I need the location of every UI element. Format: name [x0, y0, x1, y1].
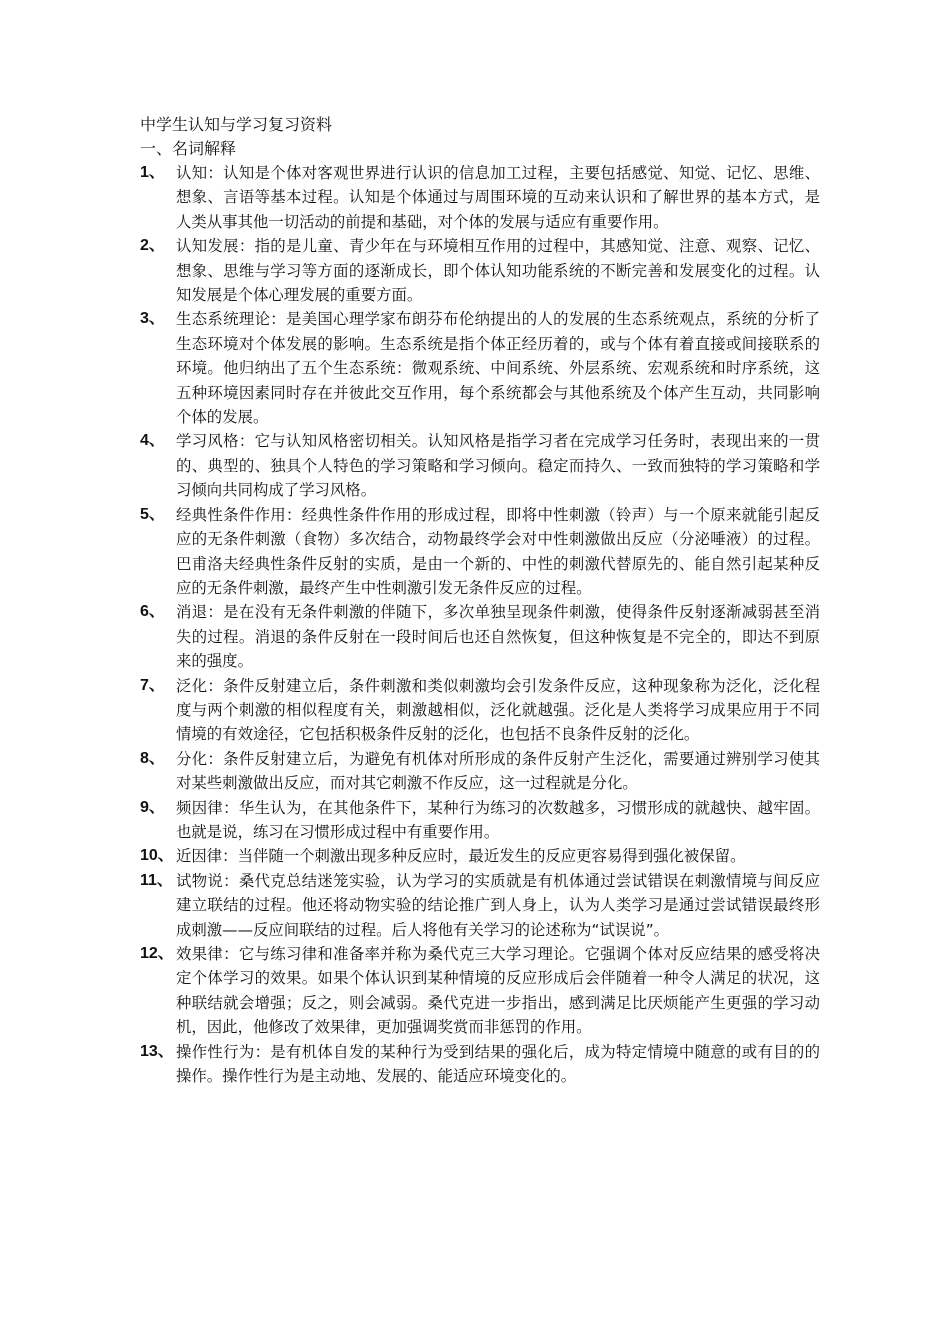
item-number: 9、	[140, 798, 165, 816]
list-item	[140, 674, 820, 747]
item-number: 4、	[140, 432, 165, 450]
item-number: 6、	[140, 603, 165, 621]
list-item	[140, 503, 820, 601]
document-title: 中学生认知与学习复习资料	[140, 115, 333, 134]
item-number: 3、	[140, 310, 165, 328]
item-text: 分化：条件反射建立后，为避免有机体对所形成的条件反射产生泛化，需要通过辨别学习使其对某些刺激做出反应，而对其它刺激不作反应，这一过程就是分化。	[176, 749, 820, 793]
term-list	[140, 161, 820, 1088]
item-text: 效果律：它与练习律和准备率并称为桑代克三大学习理论。它强调个体对反应结果的感受将决定个体学习的效果。如果个体认识到某种情境的反应形成后会伴随着一种令人满足的状况，这种联结就会增强；反之，则会减弱。桑代克进一步指出，感到满足比厌烦能产生更强的学习动机，因此，他修改了效果律，更加强调奖赏而非惩罚的作用。	[176, 945, 820, 1037]
item-number: 12、	[140, 945, 174, 962]
item-text: 泛化：条件反射建立后，条件刺激和类似刺激均会引发条件反应，这种现象称为泛化，泛化程度与两个刺激的相似程度有关，刺激越相似，泛化就越强。泛化是人类将学习成果应用于不同情境的有效途径，它包括积极条件反射的泛化，也包括不良条件反射的泛化。	[176, 676, 820, 744]
item-text: 消退：是在没有无条件刺激的伴随下，多次单独呈现条件刺激，使得条件反射逐渐减弱甚至消失的过程。消退的条件反射在一段时间后也还自然恢复，但这种恢复是不完全的，即达不到原来的强度。	[176, 603, 820, 671]
item-text: 操作性行为：是有机体自发的某种行为受到结果的强化后，成为特定情境中随意的或有目的的操作。操作性行为是主动地、发展的、能适应环境变化的。	[176, 1042, 820, 1086]
item-text: 学习风格：它与认知风格密切相关。认知风格是指学习者在完成学习任务时，表现出来的一贯的、典型的、独具个人特色的学习策略和学习倾向。稳定而持久、一致而独特的学习策略和学习倾向共同构成了学习风格。	[176, 432, 820, 500]
document-content	[140, 113, 820, 1088]
list-item	[140, 844, 820, 868]
item-number: 13、	[140, 1042, 174, 1060]
section-heading: 一、名词解释	[140, 139, 237, 158]
item-number: 2、	[140, 237, 165, 255]
item-text: 频因律：华生认为，在其他条件下，某种行为练习的次数越多，习惯形成的就越快、越牢固。也就是说，练习在习惯形成过程中有重要作用。	[176, 798, 820, 841]
list-item	[140, 1040, 820, 1089]
list-item	[140, 429, 820, 502]
item-number: 5、	[140, 505, 165, 523]
item-number: 1、	[140, 164, 165, 181]
item-number: 10、	[140, 847, 174, 865]
list-item	[140, 796, 820, 845]
list-item	[140, 869, 820, 942]
list-item	[140, 234, 820, 307]
item-text: 认知发展：指的是儿童、青少年在与环境相互作用的过程中，其感知觉、注意、观察、记忆、想象、思维与学习等方面的逐渐成长，即个体认知功能系统的不断完善和发展变化的过程。认知发展是个体心理发展的重要方面。	[176, 237, 820, 305]
list-item	[140, 600, 820, 673]
list-item	[140, 942, 820, 1040]
item-text: 近因律：当伴随一个刺激出现多种反应时，最近发生的反应更容易得到强化被保留。	[176, 847, 746, 866]
list-item	[140, 747, 820, 796]
list-item	[140, 307, 820, 429]
item-number: 11、	[140, 871, 173, 889]
item-number: 8、	[140, 749, 165, 767]
list-item	[140, 161, 820, 234]
item-number: 7、	[140, 676, 165, 694]
item-text: 生态系统理论：是美国心理学家布朗芬布伦纳提出的人的发展的生态系统观点，系统的分析了生态环境对个体发展的影响。生态系统是指个体正经历着的，或与个体有着直接或间接联系的环境。他归纳出了五个生态系统：微观系统、中间系统、外层系统、宏观系统和时序系统，这五种环境因素同时存在并彼此交互作用，每个系统都会与其他系统及个体产生互动，共同影响个体的发展。	[176, 310, 820, 427]
item-text: 试物说：桑代克总结迷笼实验，认为学习的实质就是有机体通过尝试错误在刺激情境与间反应建立联结的过程。他还将动物实验的结论推广到人身上，认为人类学习是通过尝试错误最终形成刺激——反应间联结的过程。后人将他有关学习的论述称为“试误说”。	[176, 871, 820, 939]
item-text: 经典性条件作用：经典性条件作用的形成过程，即将中性刺激（铃声）与一个原来就能引起反应的无条件刺激（食物）多次结合，动物最终学会对中性刺激做出反应（分泌唾液）的过程。巴甫洛夫经典性条件反射的实质，是由一个新的、中性的刺激代替原先的、能自然引起某种反应的无条件刺激，最终产生中性刺激引发无条件反应的过程。	[176, 505, 820, 597]
item-text: 认知：认知是个体对客观世界进行认识的信息加工过程，主要包括感觉、知觉、记忆、思维、想象、言语等基本过程。认知是个体通过与周围环境的互动来认识和了解世界的基本方式，是人类从事其他一切活动的前提和基础，对个体的发展与适应有重要作用。	[176, 164, 820, 231]
